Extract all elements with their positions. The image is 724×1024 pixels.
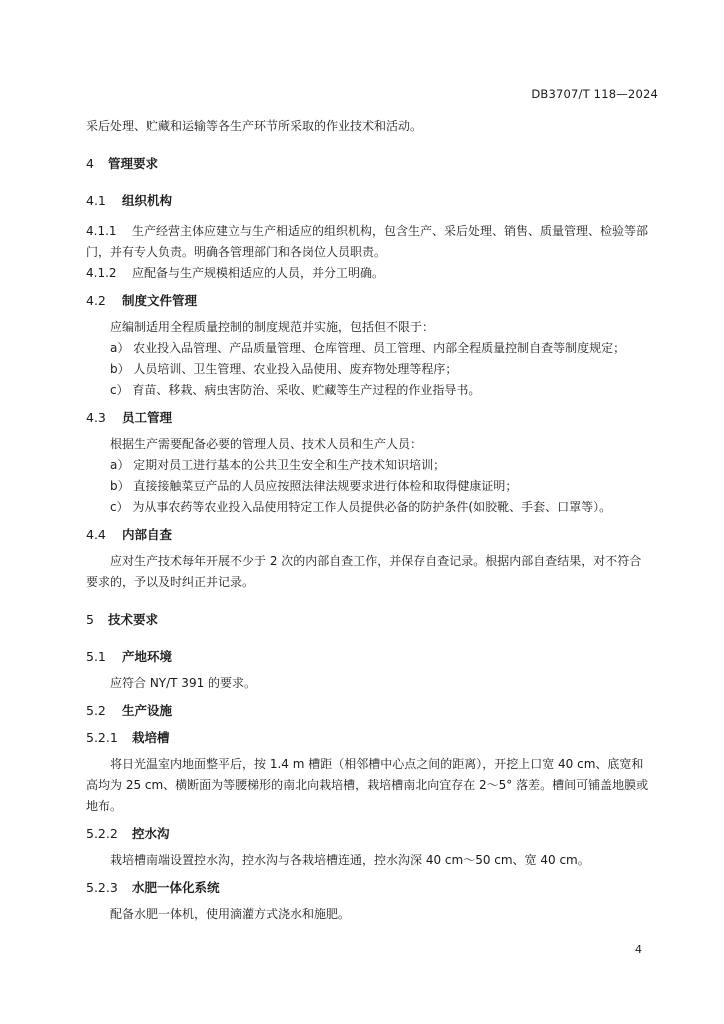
section-5-2-2-text: 栽培槽南端设置控水沟，控水沟与各栽培槽连通，控水沟深 40 cm～50 cm、宽 40 cm。 [110, 853, 590, 867]
section-title: 内部自查 [122, 527, 173, 542]
section-title: 技术要求 [108, 612, 159, 627]
section-title: 员工管理 [122, 410, 173, 425]
list-item: c） 为从事农药等农业投入品使用特定工作人员提供必备的防护条件(如胶靴、手套、口罩等）。 [110, 500, 612, 514]
list-item: a） 农业投入品管理、产品质量管理、仓库管理、员工管理、内部全程质量控制自查等制度规定； [110, 341, 626, 355]
section-number: 5.2 [86, 703, 106, 718]
section-5-2-1-heading [86, 727, 652, 748]
section-title: 制度文件管理 [122, 293, 198, 308]
section-4-4-text: 应对生产技术每年开展不少于 2 次的内部自查工作，并保存自查记录。根据内部自查结果，对不符合要求的，予以及时纠正并记录。 [86, 554, 642, 589]
section-5-1-heading [86, 646, 652, 667]
document-code: DB3707/T 118—2024 [531, 87, 658, 101]
section-number: 4.1 [86, 193, 106, 208]
clause-number: 4.1.2 [86, 266, 117, 280]
section-5-2-1-text: 将日光温室内地面整平后，按 1.4 m 槽距（相邻槽中心点之间的距离），开挖上口宽 40 cm、底宽和高均为 25 cm、横断面为等腰梯形的南北向栽培槽，栽培槽南北向宜存在 2～5° 落差。槽间可铺盖地膜或地布。 [86, 757, 649, 813]
section-title: 水肥一体化系统 [132, 880, 220, 895]
section-4-heading [86, 153, 652, 174]
clause-text: 生产经营主体应建立与生产相适应的组织机构，包含生产、采后处理、销售、质量管理、检验等部门，并有专人负责。明确各管理部门和各岗位人员职责。 [86, 224, 649, 259]
list-item: b） 人员培训、卫生管理、农业投入品使用、废弃物处理等程序； [110, 362, 458, 376]
section-title: 产地环境 [122, 649, 173, 664]
section-number: 4 [86, 156, 94, 171]
section-title: 生产设施 [122, 703, 173, 718]
clause-text: 应配备与生产规模相适应的人员，并分工明确。 [132, 266, 385, 280]
section-4-3-heading [86, 407, 652, 428]
section-number: 4.3 [86, 410, 106, 425]
list-item: a） 定期对员工进行基本的公共卫生安全和生产技术知识培训； [110, 458, 446, 472]
clause-4-1-1 [86, 221, 652, 263]
document-body [86, 116, 652, 925]
intro-paragraph: 采后处理、贮藏和运输等各生产环节所采取的作业技术和活动。 [86, 119, 423, 133]
section-4-3-lead: 根据生产需要配备必要的管理人员、技术人员和生产人员： [110, 437, 423, 451]
section-4-4-heading [86, 524, 652, 545]
section-title: 栽培槽 [132, 730, 170, 745]
section-5-2-3-text: 配备水肥一体机，使用滴灌方式浇水和施肥。 [110, 907, 351, 921]
section-number: 5.2.3 [86, 880, 118, 895]
clause-4-1-2 [86, 263, 652, 284]
page-number: 4 [635, 943, 642, 956]
section-number: 5.2.2 [86, 826, 118, 841]
section-number: 5.1 [86, 649, 106, 664]
clause-number: 4.1.1 [86, 224, 117, 238]
list-item: b） 直接接触菜豆产品的人员应按照法律法规要求进行体检和取得健康证明； [110, 479, 518, 493]
section-5-2-heading [86, 700, 652, 721]
section-5-1-text: 应符合 NY/T 391 的要求。 [110, 676, 257, 690]
section-title: 管理要求 [108, 156, 159, 171]
section-4-2-lead: 应编制适用全程质量控制的制度规范并实施，包括但不限于： [110, 320, 435, 334]
section-number: 4.4 [86, 527, 106, 542]
section-number: 4.2 [86, 293, 106, 308]
section-5-2-2-heading [86, 823, 652, 844]
section-number: 5.2.1 [86, 730, 118, 745]
section-5-2-3-heading [86, 877, 652, 898]
section-title: 控水沟 [132, 826, 170, 841]
section-title: 组织机构 [122, 193, 173, 208]
section-5-heading [86, 609, 652, 630]
section-4-1-heading [86, 190, 652, 211]
section-4-2-heading [86, 290, 652, 311]
list-item: c） 育苗、移栽、病虫害防治、采收、贮藏等生产过程的作业指导书。 [110, 383, 481, 397]
section-number: 5 [86, 612, 94, 627]
